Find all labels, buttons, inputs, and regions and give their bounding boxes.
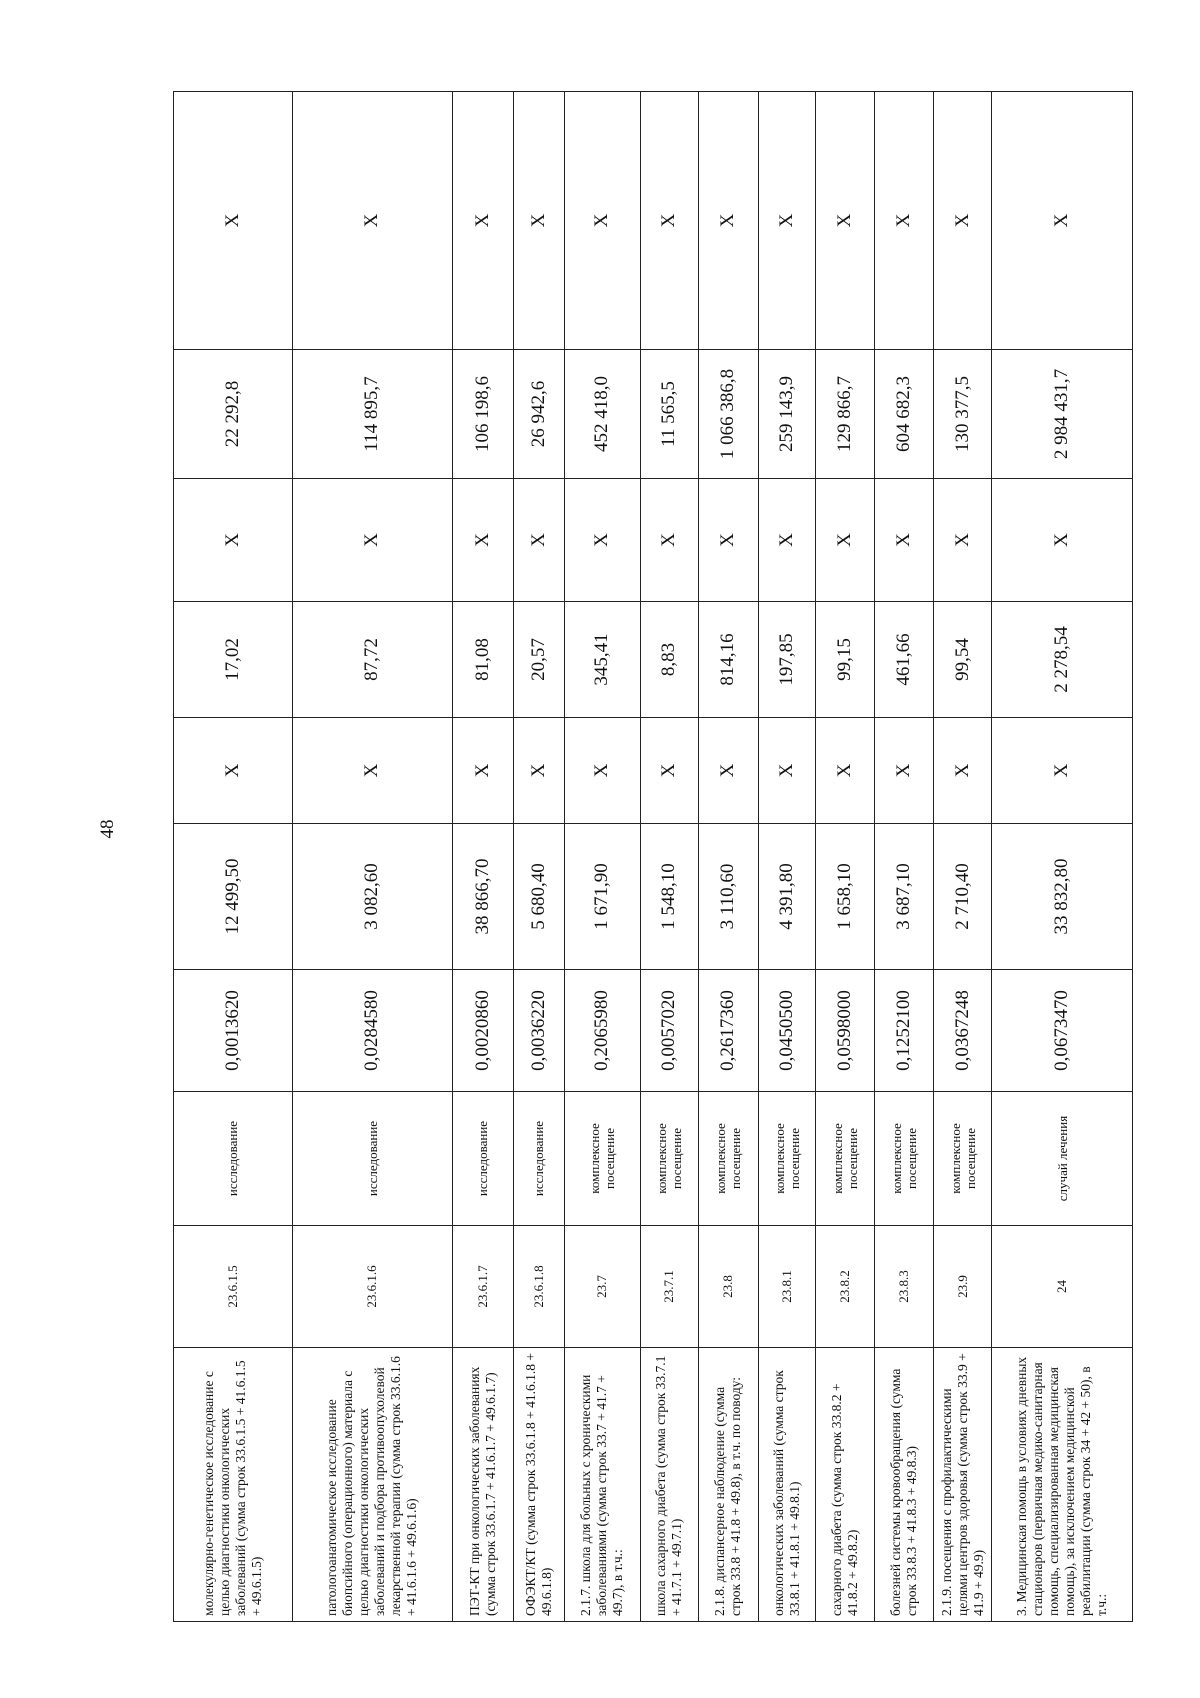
row-code: 23.8.2 xyxy=(816,1226,875,1348)
row-x-mark: X xyxy=(698,92,758,350)
row-x-mark: X xyxy=(640,92,698,350)
row-per-capita: 197,85 xyxy=(758,602,816,718)
table-row xyxy=(816,92,875,1622)
row-x-mark: X xyxy=(513,92,565,350)
row-x-mark: X xyxy=(452,479,513,602)
row-total: 259 143,9 xyxy=(758,350,816,479)
financing-table xyxy=(173,91,1133,1622)
row-per-capita: 99,15 xyxy=(816,602,875,718)
row-x-mark: X xyxy=(816,718,875,824)
table-row xyxy=(992,92,1133,1622)
row-per-capita: 461,66 xyxy=(875,602,934,718)
row-x-mark: X xyxy=(934,718,992,824)
row-unit: комплексное посещение xyxy=(816,1092,875,1226)
row-cost: 1 671,90 xyxy=(565,824,641,970)
row-x-mark: X xyxy=(174,718,293,824)
row-code: 23.6.1.6 xyxy=(292,1226,452,1348)
row-per-capita: 345,41 xyxy=(565,602,641,718)
row-x-mark: X xyxy=(758,92,816,350)
row-cost: 38 866,70 xyxy=(452,824,513,970)
row-cost: 2 710,40 xyxy=(934,824,992,970)
row-x-mark: X xyxy=(565,92,641,350)
row-total: 2 984 431,7 xyxy=(992,350,1133,479)
row-code: 23.8 xyxy=(698,1226,758,1348)
row-unit: случай лечения xyxy=(992,1092,1133,1226)
table-row xyxy=(174,92,293,1622)
row-name: молекулярно-генетическое исследование с целью диагностики онкологических заболеваний (сумма строк 33.6.1.5 + 41.6.1.5 + 49.6.1.5) xyxy=(174,1348,293,1622)
row-x-mark: X xyxy=(816,479,875,602)
row-per-capita: 87,72 xyxy=(292,602,452,718)
row-unit: комплексное посещение xyxy=(758,1092,816,1226)
row-norm: 0,0057020 xyxy=(640,970,698,1092)
row-total: 106 198,6 xyxy=(452,350,513,479)
row-unit: комплексное посещение xyxy=(934,1092,992,1226)
row-cost: 3 687,10 xyxy=(875,824,934,970)
row-x-mark: X xyxy=(992,479,1133,602)
row-total: 1 066 386,8 xyxy=(698,350,758,479)
row-x-mark: X xyxy=(640,479,698,602)
row-norm: 0,0036220 xyxy=(513,970,565,1092)
row-total: 604 682,3 xyxy=(875,350,934,479)
row-unit: исследование xyxy=(452,1092,513,1226)
row-code: 23.8.1 xyxy=(758,1226,816,1348)
row-name: школа сахарного диабета (сумма строк 33.7.1 + 41.7.1 + 49.7.1) xyxy=(640,1348,698,1622)
row-unit: комплексное посещение xyxy=(565,1092,641,1226)
row-norm: 0,2617360 xyxy=(698,970,758,1092)
row-cost: 3 082,60 xyxy=(292,824,452,970)
row-x-mark: X xyxy=(174,92,293,350)
row-unit: исследование xyxy=(513,1092,565,1226)
row-name: патологоанатомическое исследование биопсийного (операционного) материала с целью диагностики онкологических заболеваний и подбора противоопухолевой лекарственной терапии (сумма строк 33.6.1.6 + 41.6.1.6 + 49.6.1.6) xyxy=(292,1348,452,1622)
row-x-mark: X xyxy=(992,92,1133,350)
row-total: 26 942,6 xyxy=(513,350,565,479)
row-x-mark: X xyxy=(513,479,565,602)
row-cost: 1 548,10 xyxy=(640,824,698,970)
row-total: 130 377,5 xyxy=(934,350,992,479)
row-code: 23.9 xyxy=(934,1226,992,1348)
row-x-mark: X xyxy=(292,479,452,602)
row-x-mark: X xyxy=(513,718,565,824)
row-per-capita: 2 278,54 xyxy=(992,602,1133,718)
row-name: болезней системы кровообращения (сумма строк 33.8.3 + 41.8.3 + 49.8.3) xyxy=(875,1348,934,1622)
row-x-mark: X xyxy=(698,479,758,602)
row-cost: 3 110,60 xyxy=(698,824,758,970)
row-name: ПЭТ-КТ при онкологических заболеваниях (сумма строк 33.6.1.7 + 41.6.1.7 + 49.6.1.7) xyxy=(452,1348,513,1622)
row-cost: 4 391,80 xyxy=(758,824,816,970)
row-per-capita: 17,02 xyxy=(174,602,293,718)
row-unit: комплексное посещение xyxy=(640,1092,698,1226)
table-row xyxy=(875,92,934,1622)
row-per-capita: 814,16 xyxy=(698,602,758,718)
row-code: 23.7.1 xyxy=(640,1226,698,1348)
row-x-mark: X xyxy=(452,718,513,824)
row-code: 23.6.1.5 xyxy=(174,1226,293,1348)
row-unit: комплексное посещение xyxy=(698,1092,758,1226)
row-cost: 5 680,40 xyxy=(513,824,565,970)
row-name: 2.1.7. школа для больных с хроническими заболеваниями (сумма строк 33.7 + 41.7 + 49.7), в т.ч.: xyxy=(565,1348,641,1622)
table-row xyxy=(934,92,992,1622)
row-x-mark: X xyxy=(640,718,698,824)
row-x-mark: X xyxy=(292,718,452,824)
row-x-mark: X xyxy=(174,479,293,602)
row-x-mark: X xyxy=(565,479,641,602)
table-row xyxy=(698,92,758,1622)
row-name: онкологических заболеваний (сумма строк 33.8.1 + 41.8.1 + 49.8.1) xyxy=(758,1348,816,1622)
table-row xyxy=(292,92,452,1622)
row-code: 24 xyxy=(992,1226,1133,1348)
row-x-mark: X xyxy=(698,718,758,824)
rotated-table-sheet xyxy=(173,92,1133,1622)
row-x-mark: X xyxy=(758,479,816,602)
row-norm: 0,0367248 xyxy=(934,970,992,1092)
row-x-mark: X xyxy=(992,718,1133,824)
row-name: 2.1.8. диспансерное наблюдение (сумма строк 33.8 + 41.8 + 49.8), в т.ч. по поводу: xyxy=(698,1348,758,1622)
row-per-capita: 20,57 xyxy=(513,602,565,718)
row-cost: 1 658,10 xyxy=(816,824,875,970)
row-code: 23.6.1.8 xyxy=(513,1226,565,1348)
row-cost: 12 499,50 xyxy=(174,824,293,970)
row-total: 114 895,7 xyxy=(292,350,452,479)
row-code: 23.7 xyxy=(565,1226,641,1348)
row-unit: комплексное посещение xyxy=(875,1092,934,1226)
row-norm: 0,0284580 xyxy=(292,970,452,1092)
row-total: 11 565,5 xyxy=(640,350,698,479)
row-x-mark: X xyxy=(875,92,934,350)
row-norm: 0,1252100 xyxy=(875,970,934,1092)
row-norm: 0,0598000 xyxy=(816,970,875,1092)
page-number: 48 xyxy=(97,819,118,839)
row-norm: 0,0020860 xyxy=(452,970,513,1092)
table-row xyxy=(640,92,698,1622)
row-total: 22 292,8 xyxy=(174,350,293,479)
row-x-mark: X xyxy=(292,92,452,350)
row-per-capita: 99,54 xyxy=(934,602,992,718)
table-row xyxy=(452,92,513,1622)
row-total: 129 866,7 xyxy=(816,350,875,479)
row-x-mark: X xyxy=(934,92,992,350)
row-unit: исследование xyxy=(292,1092,452,1226)
row-norm: 0,0673470 xyxy=(992,970,1133,1092)
row-name: 3. Медицинская помощь в условиях дневных стационаров (первичная медико-санитарная помощь, специализированная медицинская помощь), за исключением медицинской реабилитации (сумма строк 34 + 42 + 50), в т.ч.: xyxy=(992,1348,1133,1622)
row-total: 452 418,0 xyxy=(565,350,641,479)
row-x-mark: X xyxy=(816,92,875,350)
row-norm: 0,0013620 xyxy=(174,970,293,1092)
row-unit: исследование xyxy=(174,1092,293,1226)
row-x-mark: X xyxy=(934,479,992,602)
table-row xyxy=(758,92,816,1622)
row-code: 23.6.1.7 xyxy=(452,1226,513,1348)
table-row xyxy=(513,92,565,1622)
row-norm: 0,0450500 xyxy=(758,970,816,1092)
row-name: сахарного диабета (сумма строк 33.8.2 + 41.8.2 + 49.8.2) xyxy=(816,1348,875,1622)
row-per-capita: 81,08 xyxy=(452,602,513,718)
row-cost: 33 832,80 xyxy=(992,824,1133,970)
row-x-mark: X xyxy=(875,718,934,824)
row-code: 23.8.3 xyxy=(875,1226,934,1348)
row-name: 2.1.9. посещения с профилактическими целями центров здоровья (сумма строк 33.9 + 41.9 + 49.9) xyxy=(934,1348,992,1622)
row-name: ОФЭКТ/КТ (сумма строк 33.6.1.8 + 41.6.1.8 + 49.6.1.8) xyxy=(513,1348,565,1622)
row-norm: 0,2065980 xyxy=(565,970,641,1092)
row-x-mark: X xyxy=(758,718,816,824)
table-row xyxy=(565,92,641,1622)
row-x-mark: X xyxy=(565,718,641,824)
row-per-capita: 8,83 xyxy=(640,602,698,718)
row-x-mark: X xyxy=(875,479,934,602)
row-x-mark: X xyxy=(452,92,513,350)
